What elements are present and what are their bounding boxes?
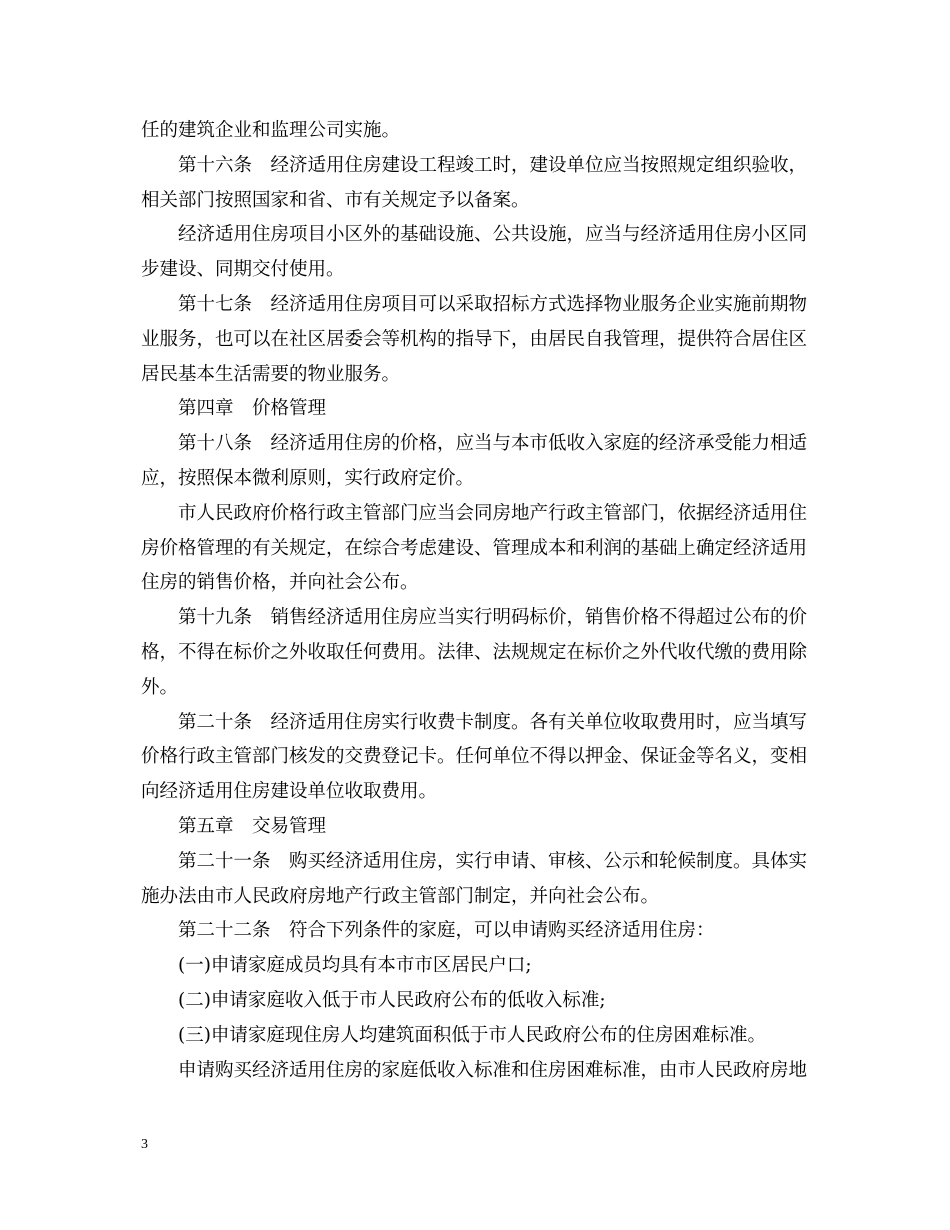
text-line: 业服务，也可以在社区居委会等机构的指导下，由居民自我管理，提供符合居住区 bbox=[141, 328, 808, 350]
text-line: 住房的销售价格，并向社会公布。 bbox=[141, 572, 419, 594]
text-line: (二)申请家庭收入低于市人民政府公布的低收入标准; bbox=[178, 989, 606, 1011]
text-line: 第二十二条 符合下列条件的家庭，可以申请购买经济适用住房： bbox=[178, 920, 715, 942]
text-line: 居民基本生活需要的物业服务。 bbox=[141, 363, 401, 385]
text-line: 相关部门按照国家和省、市有关规定予以备案。 bbox=[141, 189, 530, 211]
document-body bbox=[141, 114, 809, 1088]
text-line: 第二十一条 购买经济适用住房，实行申请、审核、公示和轮候制度。具体实 bbox=[178, 850, 808, 872]
text-line: 任的建筑企业和监理公司实施。 bbox=[141, 120, 401, 141]
text-line: 应，按照保本微利原则，实行政府定价。 bbox=[141, 467, 475, 489]
text-line: 第五章 交易管理 bbox=[178, 815, 327, 837]
page-number: 3 bbox=[141, 1137, 148, 1152]
text-line: (三)申请家庭现住房人均建筑面积低于市人民政府公布的住房困难标准。 bbox=[178, 1024, 766, 1046]
text-line: 第十七条 经济适用住房项目可以采取招标方式选择物业服务企业实施前期物 bbox=[178, 293, 808, 315]
text-line: 步建设、同期交付使用。 bbox=[141, 259, 345, 281]
text-line: 申请购买经济适用住房的家庭低收入标准和住房困难标准，由市人民政府房地 bbox=[178, 1059, 808, 1081]
text-line: 第十八条 经济适用住房的价格，应当与本市低收入家庭的经济承受能力相适 bbox=[178, 433, 808, 455]
text-line: 价格行政主管部门核发的交费登记卡。任何单位不得以押金、保证金等名义，变相 bbox=[141, 746, 808, 768]
text-line: 施办法由市人民政府房地产行政主管部门制定，并向社会公布。 bbox=[141, 885, 660, 907]
text-line: 经济适用住房项目小区外的基础设施、公共设施，应当与经济适用住房小区同 bbox=[178, 224, 808, 246]
text-line: 市人民政府价格行政主管部门应当会同房地产行政主管部门，依据经济适用住 bbox=[178, 502, 808, 524]
text-line: 第十六条 经济适用住房建设工程竣工时，建设单位应当按照规定组织验收， bbox=[178, 154, 808, 176]
text-line: 向经济适用住房建设单位收取费用。 bbox=[141, 781, 438, 803]
text-line: (一)申请家庭成员均具有本市市区居民户口; bbox=[178, 955, 532, 977]
text-line: 第四章 价格管理 bbox=[178, 398, 327, 420]
text-line: 房价格管理的有关规定，在综合考虑建设、管理成本和利润的基础上确定经济适用 bbox=[141, 537, 808, 559]
text-line: 外。 bbox=[141, 676, 179, 698]
text-line: 第十九条 销售经济适用住房应当实行明码标价，销售价格不得超过公布的价 bbox=[178, 607, 808, 629]
text-line: 第二十条 经济适用住房实行收费卡制度。各有关单位收取费用时，应当填写 bbox=[178, 711, 808, 733]
text-line: 格，不得在标价之外收取任何费用。法律、法规规定在标价之外代收代缴的费用除 bbox=[141, 641, 808, 663]
